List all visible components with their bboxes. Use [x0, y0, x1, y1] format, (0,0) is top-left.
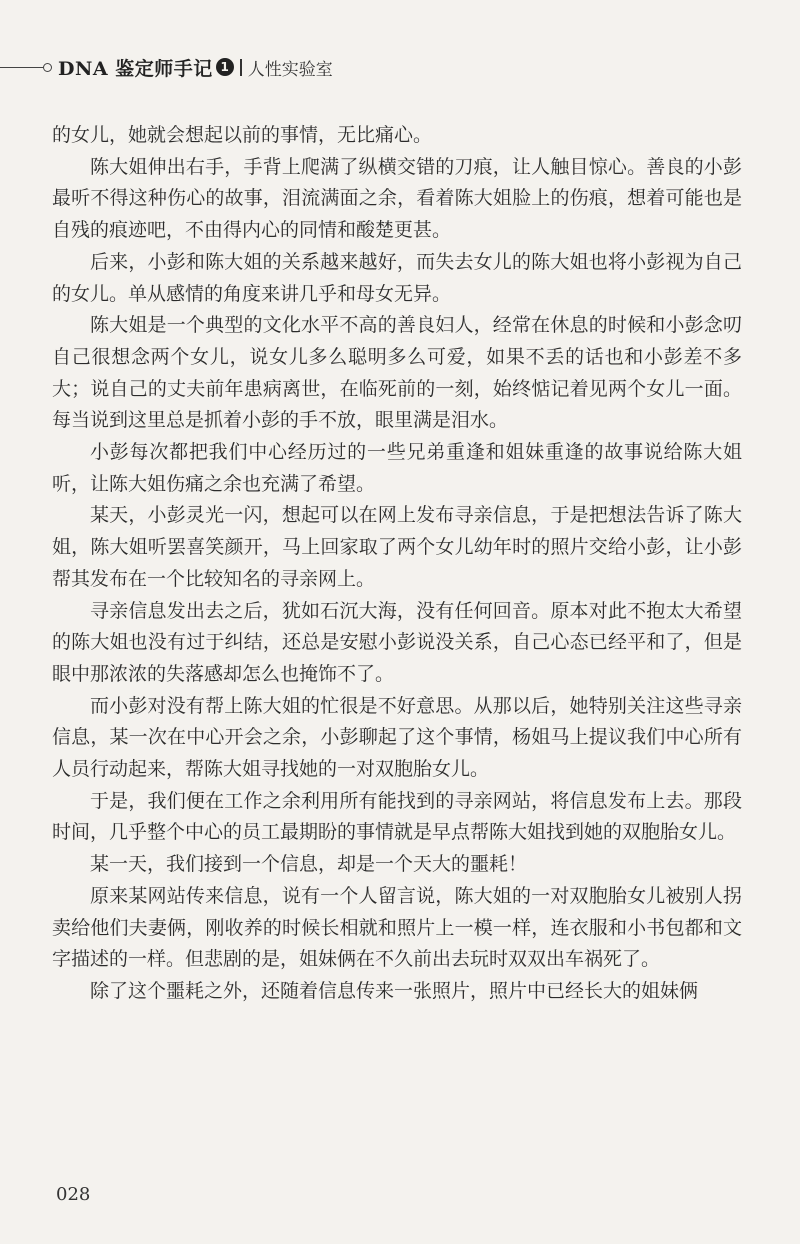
- paragraph: 后来，小彭和陈大姐的关系越来越好，而失去女儿的陈大姐也将小彭视为自己的女儿。单从感情的角度来讲几乎和母女无异。: [52, 250, 742, 305]
- book-title: DNA 鉴定师手记: [58, 57, 213, 80]
- header-ornament-circle: [43, 63, 52, 72]
- book-subtitle: 人性实验室: [247, 59, 333, 80]
- paragraph: 陈大姐伸出右手，手背上爬满了纵横交错的刀痕，让人触目惊心。善良的小彭最听不得这种伤心的故事，泪流满面之余，看着陈大姐脸上的伤痕，想着可能也是自残的痕迹吧，不由得内心的同情和酸楚更甚。: [52, 155, 742, 242]
- paragraph: 除了这个噩耗之外，还随着信息传来一张照片，照片中已经长大的姐妹俩: [90, 979, 699, 1002]
- paragraph: 而小彭对没有帮上陈大姐的忙很是不好意思。从那以后，她特别关注这些寻亲信息，某一次在中心开会之余，小彭聊起了这个事情，杨姐马上提议我们中心所有人员行动起来，帮陈大姐寻找她的一对双胞胎女儿。: [52, 694, 742, 781]
- paragraph: 于是，我们便在工作之余利用所有能找到的寻亲网站，将信息发布上去。那段时间，几乎整个中心的员工最期盼的事情就是早点帮陈大姐找到她的双胞胎女儿。: [52, 789, 742, 844]
- paragraph: 某天，小彭灵光一闪，想起可以在网上发布寻亲信息，于是把想法告诉了陈大姐，陈大姐听罢喜笑颜开，马上回家取了两个女儿幼年时的照片交给小彭，让小彭帮其发布在一个比较知名的寻亲网上。: [52, 504, 742, 590]
- header-rule: [0, 67, 44, 68]
- paragraph: 的女儿，她就会想起以前的事情，无比痛心。: [52, 124, 433, 146]
- paragraph: 寻亲信息发出去之后，犹如石沉大海，没有任何回音。原本对此不抱太大希望的陈大姐也没有过于纠结，还总是安慰小彭说没关系，自己心态已经平和了，但是眼中那浓浓的失落感却怎么也掩饰不了。: [52, 599, 742, 685]
- page-number: 028: [56, 1184, 91, 1205]
- paragraph: 原来某网站传来信息，说有一个人留言说，陈大姐的一对双胞胎女儿被别人拐卖给他们夫妻俩，刚收养的时候长相就和照片上一模一样，连衣服和小书包都和文字描述的一样。但悲剧的是，姐妹俩在不久前出去玩时双双出车祸死了。: [52, 884, 742, 971]
- volume-badge: 1: [216, 58, 234, 76]
- paragraph: 陈大姐是一个典型的文化水平不高的善良妇人，经常在休息的时候和小彭念叨自己很想念两个女儿，说女儿多么聪明多么可爱，如果不丢的话也和小彭差不多大；说自己的丈夫前年患病离世，在临死前的一刻，始终惦记着见两个女儿一面。每当说到这里总是抓着小彭的手不放，眼里满是泪水。: [52, 314, 742, 432]
- page-body: [52, 120, 742, 1008]
- running-header: [0, 52, 333, 82]
- paragraph: 小彭每次都把我们中心经历过的一些兄弟重逢和姐妹重逢的故事说给陈大姐听，让陈大姐伤痛之余也充满了希望。: [52, 441, 742, 495]
- header-separator: [240, 59, 242, 76]
- paragraph: 某一天，我们接到一个信息，却是一个天大的噩耗！: [90, 853, 528, 876]
